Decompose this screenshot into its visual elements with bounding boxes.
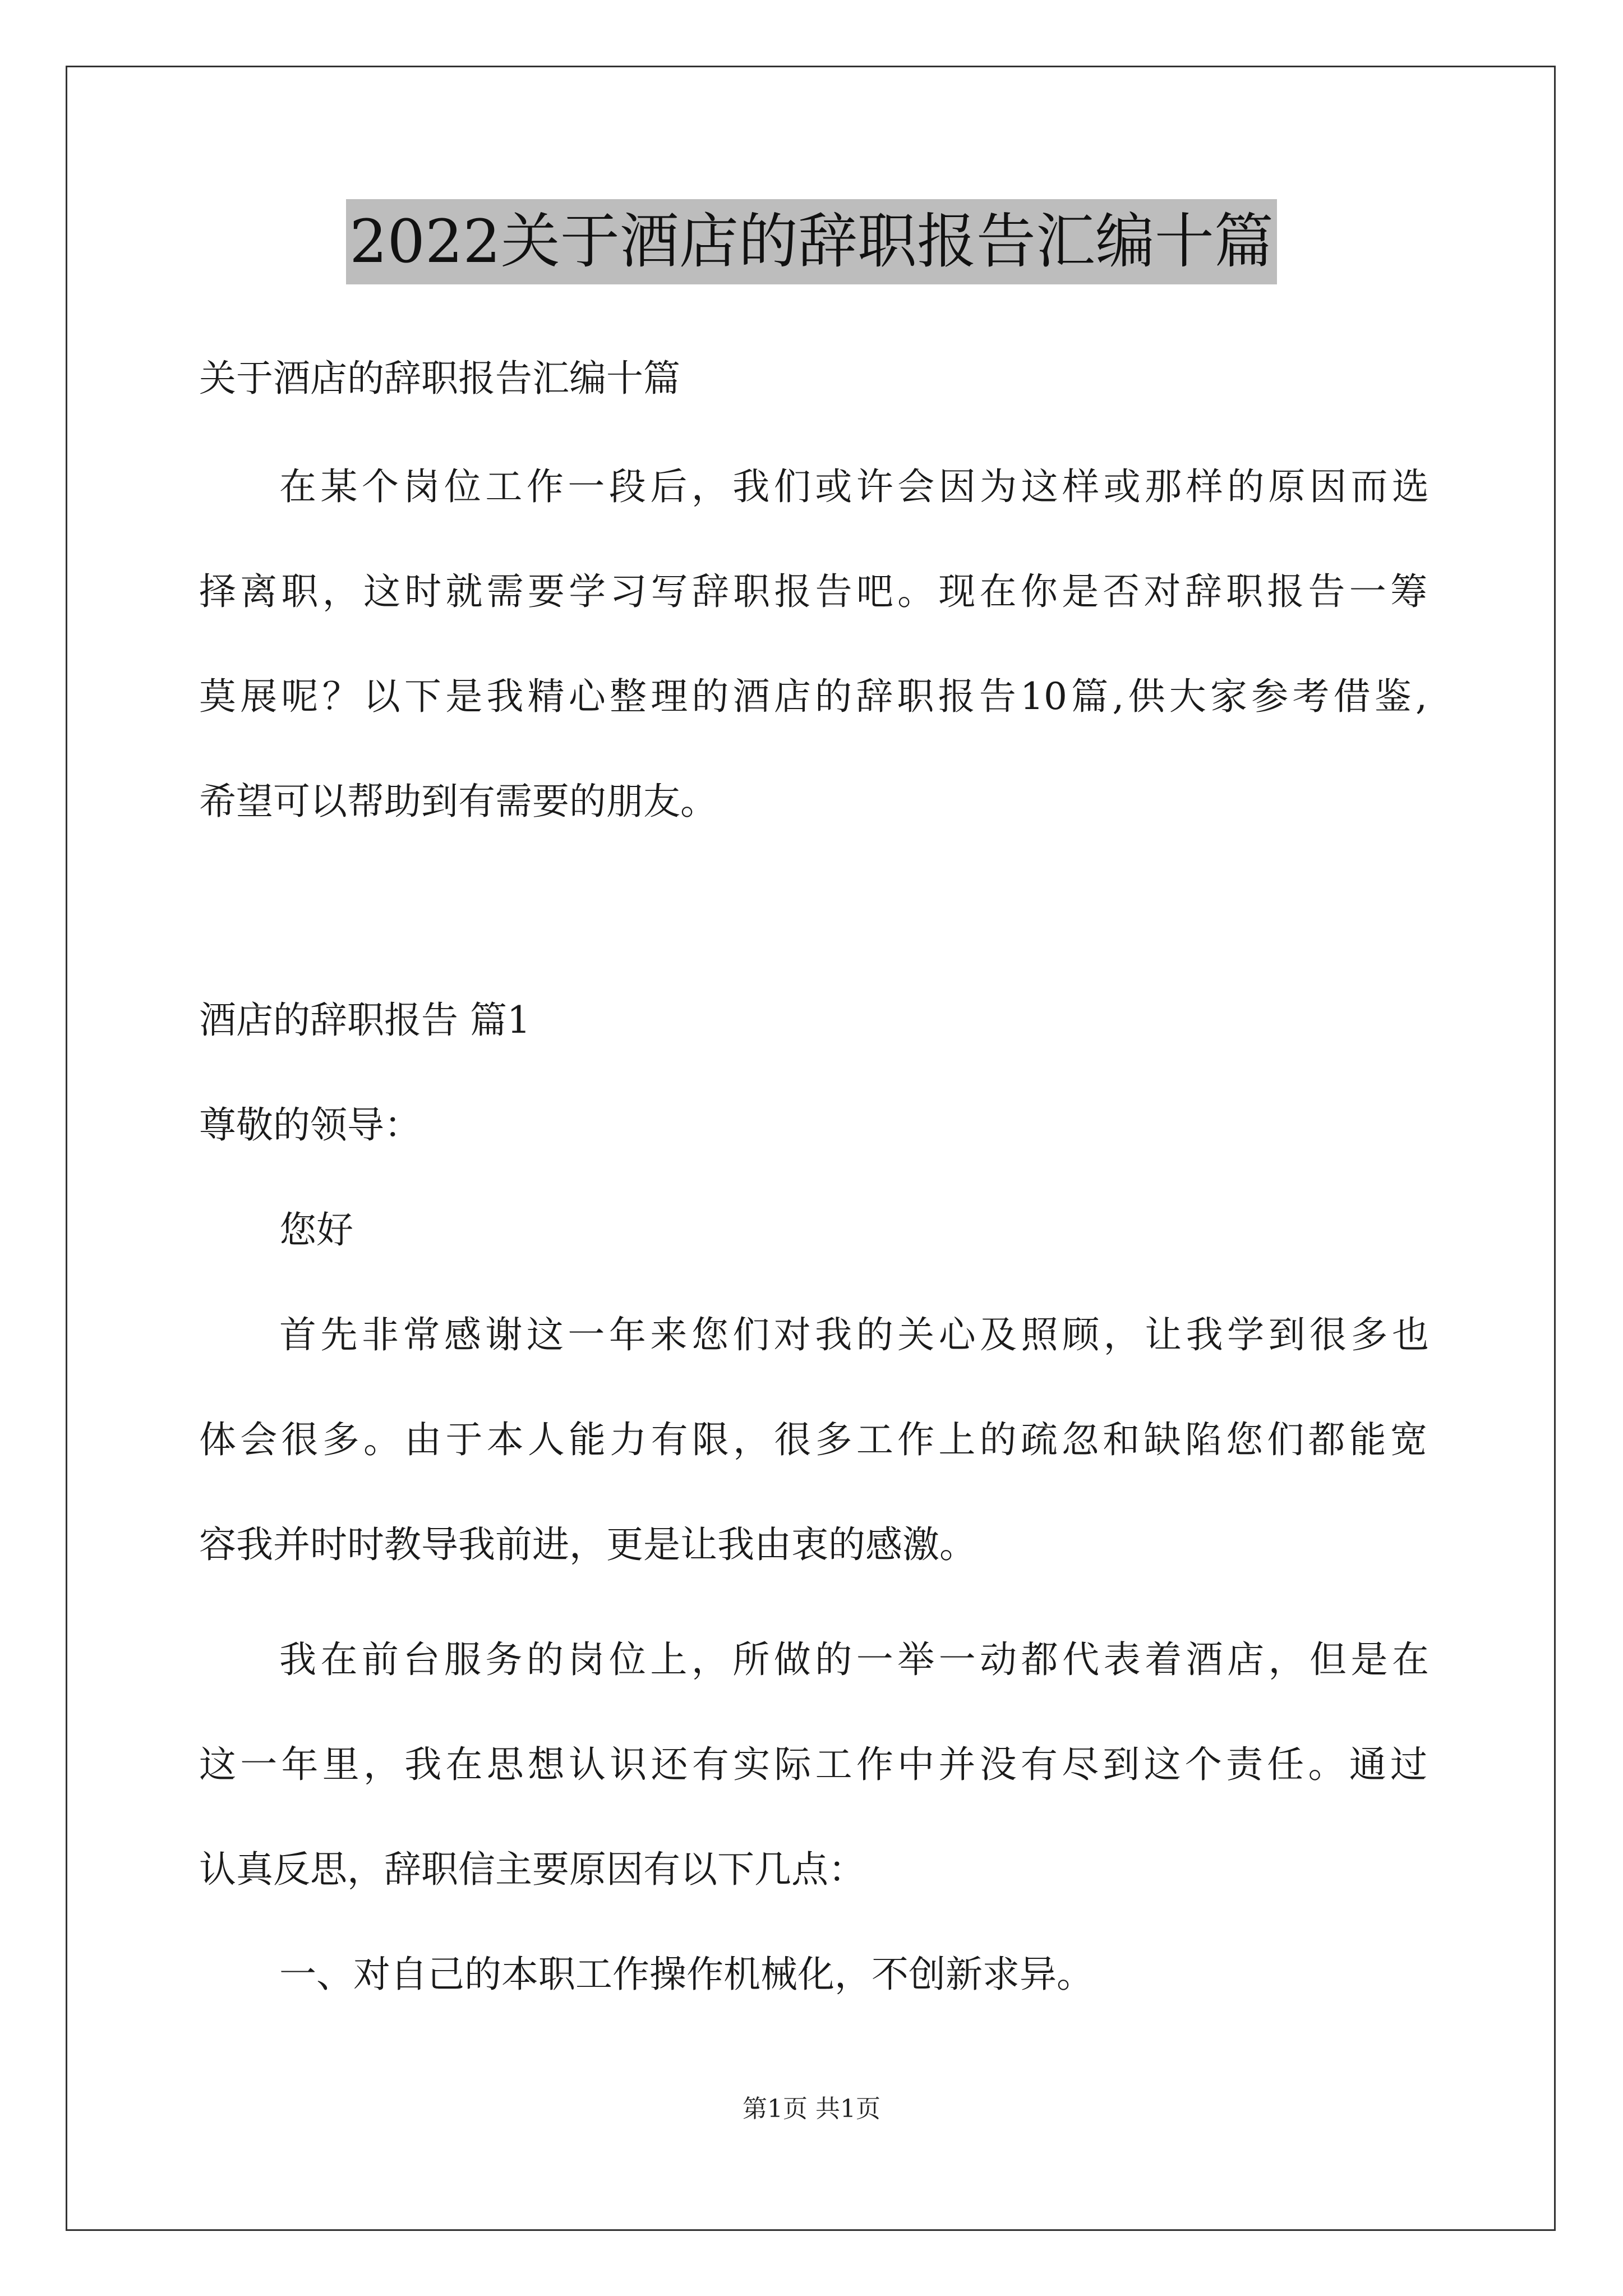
page-footer: 第1页 共1页 [743, 2095, 880, 2123]
paragraph-line: 体会很多。由于本人能力有限，很多工作上的疏忽和缺陷您们都能宽 [199, 1418, 1427, 1461]
document-title: 2022关于酒店的辞职报告汇编十篇 [346, 199, 1277, 284]
paragraph-line: 一、对自己的本职工作操作机械化，不创新求异。 [279, 1953, 1094, 1996]
paragraph-line: 认真反思，辞职信主要原因有以下几点： [199, 1848, 865, 1891]
paragraph-line: 我在前台服务的岗位上，所做的一举一动都代表着酒店，但是在 [279, 1638, 1429, 1681]
paragraph-line: 莫展呢？以下是我精心整理的酒店的辞职报告10篇,供大家参考借鉴, [199, 675, 1427, 718]
paragraph-line: 首先非常感谢这一年来您们对我的关心及照顾，让我学到很多也 [279, 1313, 1429, 1356]
salutation-line: 尊敬的领导： [199, 1103, 421, 1147]
greeting-line: 您好 [279, 1208, 353, 1251]
section-heading: 酒店的辞职报告 篇1 [199, 999, 531, 1042]
paragraph-line: 择离职，这时就需要学习写辞职报告吧。现在你是否对辞职报告一筹 [199, 570, 1427, 613]
paragraph-line: 希望可以帮助到有需要的朋友。 [199, 780, 717, 823]
paragraph-line: 容我并时时教导我前进，更是让我由衷的感激。 [199, 1523, 976, 1566]
paragraph-line: 这一年里，我在思想认识还有实际工作中并没有尽到这个责任。通过 [199, 1743, 1427, 1786]
title-container [0, 199, 1623, 284]
subtitle-line: 关于酒店的辞职报告汇编十篇 [199, 357, 680, 400]
paragraph-line: 在某个岗位工作一段后，我们或许会因为这样或那样的原因而选 [279, 465, 1429, 508]
